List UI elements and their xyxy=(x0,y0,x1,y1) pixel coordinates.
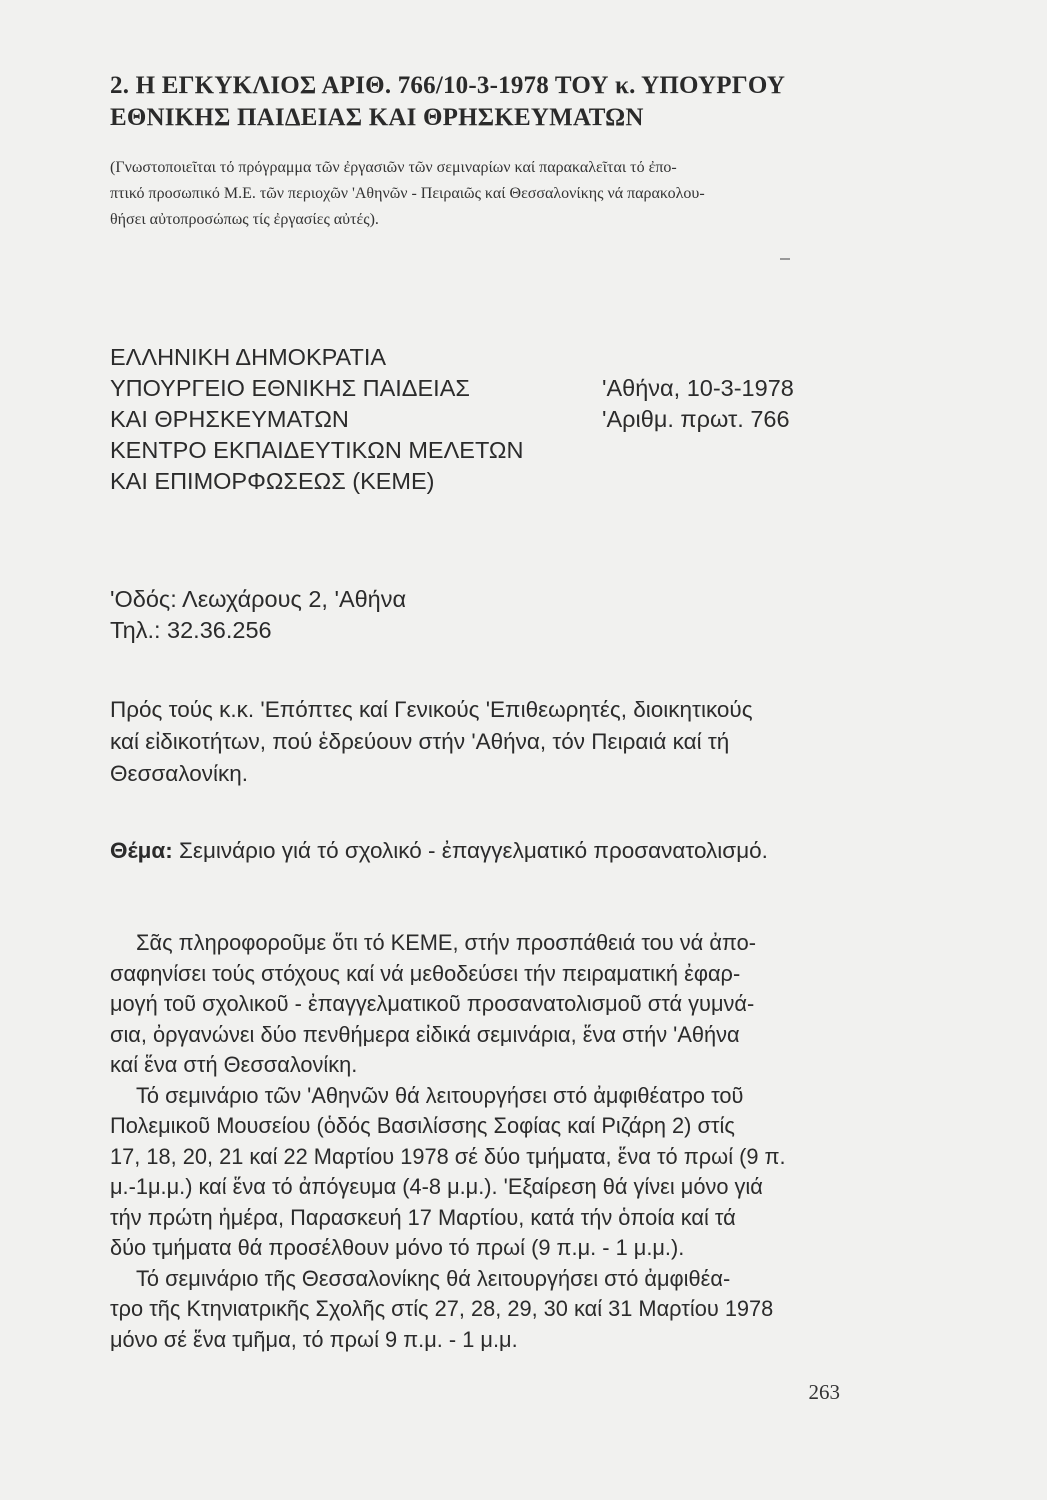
body-line: καί ἕνα στή Θεσσαλονίκη. xyxy=(110,1052,358,1077)
letterhead-line: ΚΑΙ ΕΠΙΜΟΡΦΩΣΕΩΣ (ΚΕΜΕ) xyxy=(110,468,435,494)
body-line: 17, 18, 20, 21 καί 22 Μαρτίου 1978 σέ δύο τμήματα, ἕνα τό πρωί (9 π. xyxy=(110,1143,786,1169)
body-line: σια, ὀργανώνει δύο πενθήμερα εἰδικά σεμινάρια, ἕνα στήν 'Αθήνα xyxy=(110,1021,740,1047)
heading-line-2: ΕΘΝΙΚΗΣ ΠΑΙΔΕΙΑΣ ΚΑΙ ΘΡΗΣΚΕΥΜΑΤΩΝ xyxy=(110,104,644,131)
body-line: δύο τμήματα θά προσέλθουν μόνο τό πρωί (9 π.μ. - 1 μ.μ.). xyxy=(110,1235,685,1260)
addressee-line: καί εἰδικοτήτων, πού ἑδρεύουν στήν 'Αθήνα, τόν Πειραιά καί τή xyxy=(110,729,730,754)
letterhead-line: ΕΛΛΗΝΙΚΗ ΔΗΜΟΚΡΑΤΙΑ xyxy=(110,344,387,370)
subject-label: Θέμα: xyxy=(110,838,173,863)
body-line: Τό σεμινάριο τῆς Θεσσαλονίκης θά λειτουργήσει στό ἀμφιθέα- xyxy=(136,1265,731,1291)
intro-line: πτικό προσωπικό Μ.Ε. τῶν περιοχῶν 'Αθηνῶν - Πειραιῶς καί Θεσσαλονίκης νά παρακολου- xyxy=(110,185,705,202)
heading-line-1: 2. Η ΕΓΚΥΚΛΙΟΣ ΑΡΙΘ. 766/10-3-1978 ΤΟΥ κ. ΥΠΟΥΡΓΟΥ xyxy=(110,72,786,99)
body-line: μογή τοῦ σχολικοῦ - ἐπαγγελματικοῦ προσανατολισμοῦ στά γυμνά- xyxy=(110,991,755,1016)
page-number: 263 xyxy=(808,1380,840,1404)
body-line: Πολεμικοῦ Μουσείου (ὁδός Βασιλίσσης Σοφίας καί Ριζάρη 2) στίς xyxy=(110,1113,735,1138)
body-line: μόνο σέ ἕνα τμῆμα, τό πρωί 9 π.μ. - 1 μ.μ. xyxy=(110,1326,518,1352)
body-line: μ.-1μ.μ.) καί ἕνα τό ἀπόγευμα (4-8 μ.μ.). 'Εξαίρεση θά γίνει μόνο γιά xyxy=(110,1174,763,1199)
addressee-line: Θεσσαλονίκη. xyxy=(110,761,248,786)
street-address: 'Οδός: Λεωχάρους 2, 'Αθήνα xyxy=(110,586,407,612)
intro-line: (Γνωστοποιεῖται τό πρόγραμμα τῶν ἐργασιῶν τῶν σεμιναρίων καί παρακαλεῖται τό ἐπο- xyxy=(110,159,677,176)
section-heading xyxy=(110,70,850,134)
intro-note xyxy=(110,155,850,233)
address-block xyxy=(110,584,850,646)
subject-line xyxy=(110,835,860,867)
letterhead xyxy=(110,342,850,497)
body-line: τήν πρώτη ἡμέρα, Παρασκευή 17 Μαρτίου, κατά τήν ὁποία καί τά xyxy=(110,1204,736,1230)
body-line: Σᾶς πληροφοροῦμε ὅτι τό ΚΕΜΕ, στήν προσπάθειά του νά ἀπο- xyxy=(136,930,757,955)
subject-text: Σεμινάριο γιά τό σχολικό - ἐπαγγελματικό προσανατολισμό. xyxy=(172,838,768,863)
letter-body xyxy=(110,928,845,1355)
protocol-number: 'Αριθμ. πρωτ. 766 xyxy=(602,406,790,432)
phone-number: Τηλ.: 32.36.256 xyxy=(110,617,272,643)
letterhead-line: ΥΠΟΥΡΓΕΙΟ ΕΘΝΙΚΗΣ ΠΑΙΔΕΙΑΣ xyxy=(110,375,470,401)
intro-line: θήσει αὐτοπροσώπως τίς ἐργασίες αὐτές). xyxy=(110,211,379,228)
body-line: Τό σεμινάριο τῶν 'Αθηνῶν θά λειτουργήσει στό ἀμφιθέατρο τοῦ xyxy=(136,1082,744,1108)
body-line: τρο τῆς Κτηνιατρικῆς Σχολῆς στίς 27, 28, 29, 30 καί 31 Μαρτίου 1978 xyxy=(110,1296,774,1321)
body-line: σαφηνίσει τούς στόχους καί νά μεθοδεύσει τήν πειραματική ἐφαρ- xyxy=(110,960,741,986)
letterhead-line: ΚΕΝΤΡΟ ΕΚΠΑΙΔΕΥΤΙΚΩΝ ΜΕΛΕΤΩΝ xyxy=(110,437,524,463)
stray-mark xyxy=(780,258,790,260)
place-date: 'Αθήνα, 10-3-1978 xyxy=(602,375,794,401)
letterhead-line: ΚΑΙ ΘΡΗΣΚΕΥΜΑΤΩΝ xyxy=(110,406,349,432)
addressee-line: Πρός τούς κ.κ. 'Επόπτες καί Γενικούς 'Επιθεωρητές, διοικητικούς xyxy=(110,697,753,722)
addressee-block xyxy=(110,694,848,790)
